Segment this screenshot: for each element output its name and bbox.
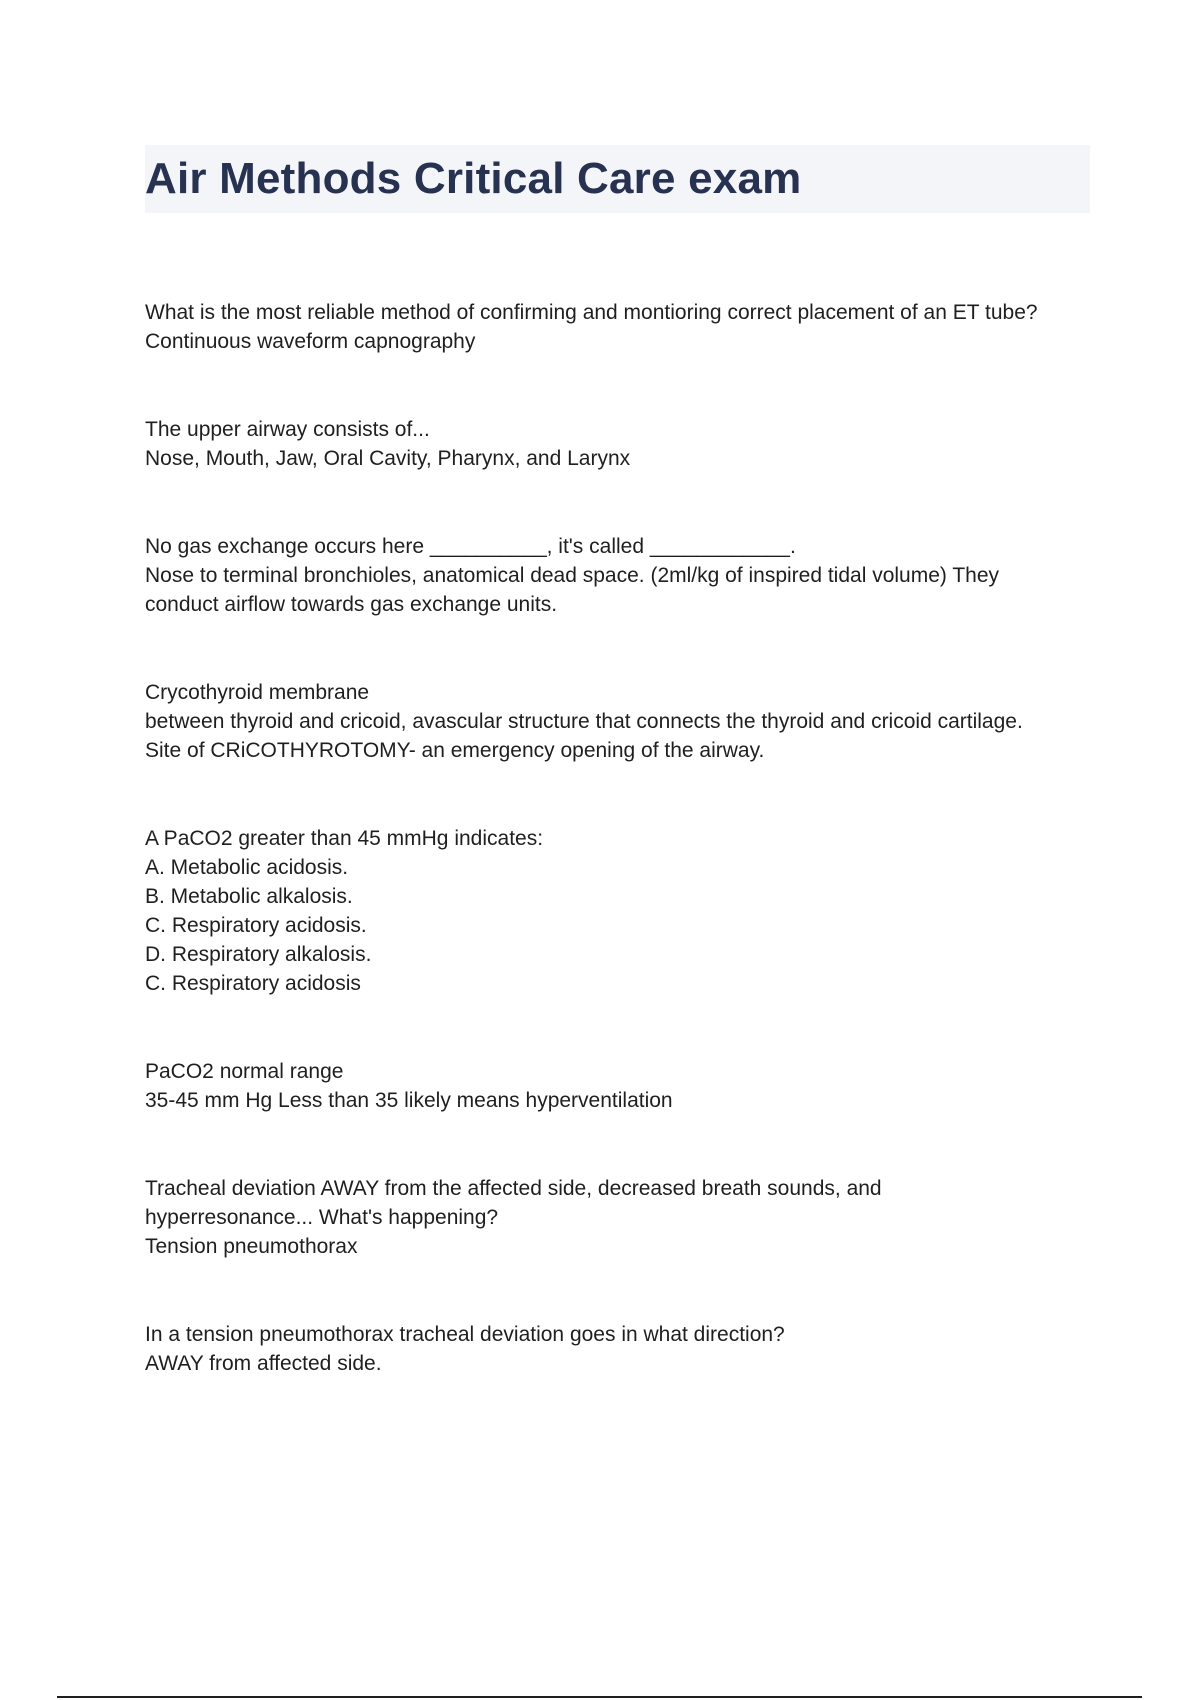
answer-text: 35-45 mm Hg Less than 35 likely means hyperventilation [145,1089,673,1112]
answer-text: Continuous waveform capnography [145,330,476,353]
flashcard-6 [145,1057,1095,1115]
answer-text: Tension pneumothorax [145,1235,358,1258]
option-c: C. Respiratory acidosis. [145,914,367,937]
page-title: Air Methods Critical Care exam [145,154,802,203]
question-text: The upper airway consists of... [145,418,430,441]
option-a: A. Metabolic acidosis. [145,856,349,879]
flashcard-8 [145,1320,1095,1378]
title-banner [145,145,1090,213]
option-b: B. Metabolic alkalosis. [145,885,353,908]
answer-text: between thyroid and cricoid, avascular structure that connects the thyroid and cricoid cartilage. [145,710,1023,733]
answer-text: conduct airflow towards gas exchange units. [145,593,558,616]
question-text: A PaCO2 greater than 45 mmHg indicates: [145,827,544,850]
option-d: D. Respiratory alkalosis. [145,943,372,966]
answer-text: Nose to terminal bronchioles, anatomical dead space. (2ml/kg of inspired tidal volume) They [145,564,1000,587]
footer-divider [57,1696,1142,1698]
answer-text: Nose, Mouth, Jaw, Oral Cavity, Pharynx, and Larynx [145,447,631,470]
question-text: Crycothyroid membrane [145,681,370,704]
question-text: No gas exchange occurs here __________, it's called ____________. [145,535,796,558]
flashcard-list [145,298,1095,1437]
flashcard-2 [145,415,1095,473]
answer-text: C. Respiratory acidosis [145,972,361,995]
question-text: What is the most reliable method of confirming and montioring correct placement of an ET tube? [145,301,1038,324]
question-text: PaCO2 normal range [145,1060,344,1083]
question-text: hyperresonance... What's happening? [145,1206,499,1229]
flashcard-1 [145,298,1095,356]
flashcard-7 [145,1174,1095,1261]
flashcard-3 [145,532,1095,619]
answer-text: Site of CRiCOTHYROTOMY- an emergency opening of the airway. [145,739,765,762]
question-text: Tracheal deviation AWAY from the affected side, decreased breath sounds, and [145,1177,882,1200]
answer-text: AWAY from affected side. [145,1352,382,1375]
flashcard-5 [145,824,1095,998]
flashcard-4 [145,678,1095,765]
question-text: In a tension pneumothorax tracheal deviation goes in what direction? [145,1323,785,1346]
